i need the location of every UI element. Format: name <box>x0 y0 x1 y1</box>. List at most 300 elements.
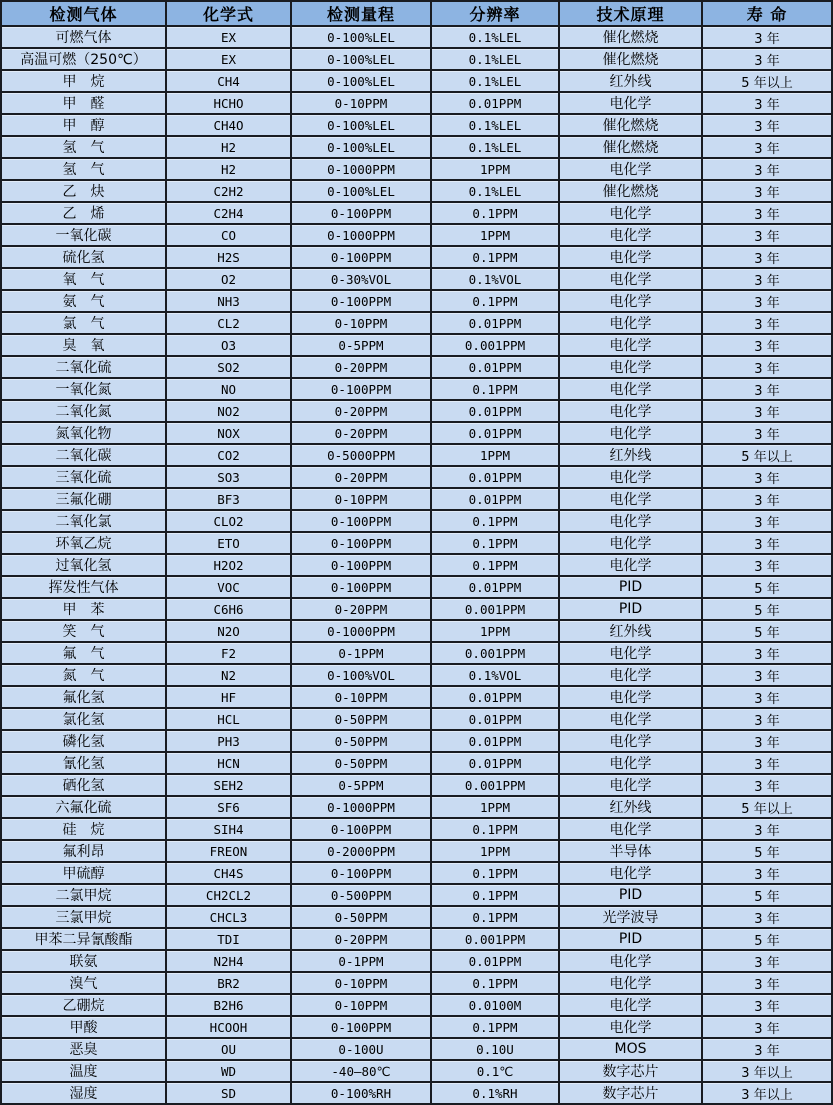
table-row <box>1 994 832 1016</box>
resolution-cell: 0.1%VOL <box>431 664 559 686</box>
lifespan-cell: 3 年 <box>702 510 832 532</box>
lifespan-cell: 5 年 <box>702 620 832 642</box>
lifespan-cell: 3 年 <box>702 290 832 312</box>
principle-cell: 电化学 <box>559 752 702 774</box>
resolution-cell: 0.1PPM <box>431 378 559 400</box>
lifespan-cell: 3 年 <box>702 752 832 774</box>
formula-cell: PH3 <box>166 730 291 752</box>
resolution-cell: 0.01PPM <box>431 92 559 114</box>
range-cell: 0-100PPM <box>291 290 431 312</box>
resolution-cell: 0.1PPM <box>431 532 559 554</box>
table-row <box>1 136 832 158</box>
resolution-cell: 0.1PPM <box>431 972 559 994</box>
lifespan-cell: 3 年 <box>702 1038 832 1060</box>
table-row <box>1 664 832 686</box>
resolution-cell: 0.1PPM <box>431 554 559 576</box>
gas-name-cell: 三氟化硼 <box>1 488 166 510</box>
lifespan-cell: 3 年 <box>702 774 832 796</box>
principle-cell: 电化学 <box>559 400 702 422</box>
formula-cell: N2H4 <box>166 950 291 972</box>
table-row <box>1 972 832 994</box>
header-row <box>1 1 832 26</box>
principle-cell: 电化学 <box>559 488 702 510</box>
range-cell: 0-5000PPM <box>291 444 431 466</box>
gas-name-cell: 甲 醛 <box>1 92 166 114</box>
formula-cell: B2H6 <box>166 994 291 1016</box>
resolution-cell: 1PPM <box>431 796 559 818</box>
range-cell: 0-100PPM <box>291 1016 431 1038</box>
range-cell: 0-100PPM <box>291 862 431 884</box>
principle-cell: 电化学 <box>559 158 702 180</box>
table-row <box>1 48 832 70</box>
table-row <box>1 686 832 708</box>
lifespan-cell: 3 年 <box>702 466 832 488</box>
gas-name-cell: 硅 烷 <box>1 818 166 840</box>
range-cell: 0-500PPM <box>291 884 431 906</box>
gas-name-cell: 挥发性气体 <box>1 576 166 598</box>
range-cell: 0-1000PPM <box>291 224 431 246</box>
formula-cell: N2O <box>166 620 291 642</box>
table-row <box>1 884 832 906</box>
principle-cell: 电化学 <box>559 246 702 268</box>
resolution-cell: 0.001PPM <box>431 928 559 950</box>
table-row <box>1 950 832 972</box>
gas-name-cell: 联氨 <box>1 950 166 972</box>
formula-cell: CL2 <box>166 312 291 334</box>
principle-cell: 电化学 <box>559 642 702 664</box>
range-cell: 0-1000PPM <box>291 796 431 818</box>
resolution-cell: 1PPM <box>431 444 559 466</box>
principle-cell: MOS <box>559 1038 702 1060</box>
range-cell: 0-50PPM <box>291 752 431 774</box>
table-row <box>1 422 832 444</box>
gas-name-cell: 乙 烯 <box>1 202 166 224</box>
principle-cell: 电化学 <box>559 224 702 246</box>
gas-name-cell: 甲 苯 <box>1 598 166 620</box>
lifespan-cell: 3 年 <box>702 334 832 356</box>
gas-name-cell: 恶臭 <box>1 1038 166 1060</box>
header-lifespan: 寿 命 <box>702 1 832 26</box>
gas-name-cell: 乙硼烷 <box>1 994 166 1016</box>
range-cell: 0-50PPM <box>291 730 431 752</box>
gas-name-cell: 环氧乙烷 <box>1 532 166 554</box>
gas-name-cell: 氨 气 <box>1 290 166 312</box>
gas-name-cell: 氢 气 <box>1 136 166 158</box>
formula-cell: SEH2 <box>166 774 291 796</box>
table-row <box>1 554 832 576</box>
formula-cell: CH4S <box>166 862 291 884</box>
principle-cell: 数字芯片 <box>559 1060 702 1082</box>
gas-name-cell: 氮氧化物 <box>1 422 166 444</box>
resolution-cell: 1PPM <box>431 158 559 180</box>
formula-cell: EX <box>166 26 291 48</box>
lifespan-cell: 3 年 <box>702 994 832 1016</box>
lifespan-cell: 3 年 <box>702 488 832 510</box>
range-cell: 0-100PPM <box>291 532 431 554</box>
table-row <box>1 840 832 862</box>
range-cell: 0-5PPM <box>291 334 431 356</box>
resolution-cell: 0.01PPM <box>431 400 559 422</box>
table-row <box>1 268 832 290</box>
lifespan-cell: 3 年 <box>702 686 832 708</box>
range-cell: 0-5PPM <box>291 774 431 796</box>
lifespan-cell: 3 年 <box>702 48 832 70</box>
resolution-cell: 0.01PPM <box>431 356 559 378</box>
formula-cell: C6H6 <box>166 598 291 620</box>
lifespan-cell: 3 年 <box>702 730 832 752</box>
table-row <box>1 92 832 114</box>
principle-cell: 电化学 <box>559 554 702 576</box>
resolution-cell: 0.1%LEL <box>431 48 559 70</box>
principle-cell: 催化燃烧 <box>559 48 702 70</box>
formula-cell: FREON <box>166 840 291 862</box>
gas-name-cell: 甲 烷 <box>1 70 166 92</box>
range-cell: 0-1000PPM <box>291 620 431 642</box>
table-row <box>1 400 832 422</box>
formula-cell: H2O2 <box>166 554 291 576</box>
gas-name-cell: 氰化氢 <box>1 752 166 774</box>
table-row <box>1 708 832 730</box>
gas-name-cell: 氯 气 <box>1 312 166 334</box>
table-row <box>1 620 832 642</box>
gas-name-cell: 磷化氢 <box>1 730 166 752</box>
formula-cell: EX <box>166 48 291 70</box>
lifespan-cell: 3 年 <box>702 158 832 180</box>
range-cell: 0-10PPM <box>291 312 431 334</box>
range-cell: 0-20PPM <box>291 422 431 444</box>
resolution-cell: 0.10U <box>431 1038 559 1060</box>
resolution-cell: 0.001PPM <box>431 334 559 356</box>
resolution-cell: 0.1%LEL <box>431 136 559 158</box>
range-cell: 0-20PPM <box>291 598 431 620</box>
lifespan-cell: 3 年 <box>702 906 832 928</box>
range-cell: 0-20PPM <box>291 356 431 378</box>
principle-cell: 催化燃烧 <box>559 114 702 136</box>
formula-cell: HCL <box>166 708 291 730</box>
principle-cell: PID <box>559 884 702 906</box>
lifespan-cell: 3 年 <box>702 268 832 290</box>
gas-name-cell: 氮 气 <box>1 664 166 686</box>
principle-cell: 电化学 <box>559 92 702 114</box>
resolution-cell: 0.1%LEL <box>431 180 559 202</box>
lifespan-cell: 3 年 <box>702 26 832 48</box>
range-cell: -40—80℃ <box>291 1060 431 1082</box>
lifespan-cell: 3 年 <box>702 92 832 114</box>
formula-cell: H2 <box>166 136 291 158</box>
resolution-cell: 1PPM <box>431 224 559 246</box>
resolution-cell: 0.1PPM <box>431 290 559 312</box>
principle-cell: PID <box>559 928 702 950</box>
formula-cell: OU <box>166 1038 291 1060</box>
formula-cell: SIH4 <box>166 818 291 840</box>
formula-cell: NH3 <box>166 290 291 312</box>
lifespan-cell: 5 年 <box>702 598 832 620</box>
table-row <box>1 202 832 224</box>
lifespan-cell: 3 年 <box>702 136 832 158</box>
principle-cell: 电化学 <box>559 312 702 334</box>
table-body <box>1 26 832 1104</box>
resolution-cell: 0.01PPM <box>431 466 559 488</box>
formula-cell: CHCL3 <box>166 906 291 928</box>
table-row <box>1 1016 832 1038</box>
table-row <box>1 906 832 928</box>
range-cell: 0-100%LEL <box>291 114 431 136</box>
resolution-cell: 0.1PPM <box>431 818 559 840</box>
gas-name-cell: 甲 醇 <box>1 114 166 136</box>
range-cell: 0-100%LEL <box>291 48 431 70</box>
resolution-cell: 0.01PPM <box>431 576 559 598</box>
formula-cell: VOC <box>166 576 291 598</box>
lifespan-cell: 3 年以上 <box>702 1082 832 1104</box>
resolution-cell: 0.1PPM <box>431 246 559 268</box>
gas-name-cell: 氧 气 <box>1 268 166 290</box>
principle-cell: 电化学 <box>559 664 702 686</box>
table-row <box>1 488 832 510</box>
lifespan-cell: 3 年 <box>702 400 832 422</box>
formula-cell: O3 <box>166 334 291 356</box>
formula-cell: H2 <box>166 158 291 180</box>
formula-cell: TDI <box>166 928 291 950</box>
range-cell: 0-100%LEL <box>291 180 431 202</box>
principle-cell: 电化学 <box>559 972 702 994</box>
range-cell: 0-100PPM <box>291 510 431 532</box>
table-row <box>1 576 832 598</box>
lifespan-cell: 3 年 <box>702 818 832 840</box>
lifespan-cell: 3 年 <box>702 862 832 884</box>
gas-name-cell: 甲硫醇 <box>1 862 166 884</box>
lifespan-cell: 3 年 <box>702 950 832 972</box>
resolution-cell: 0.1%LEL <box>431 70 559 92</box>
table-row <box>1 928 832 950</box>
gas-name-cell: 氢 气 <box>1 158 166 180</box>
gas-name-cell: 可燃气体 <box>1 26 166 48</box>
lifespan-cell: 3 年 <box>702 642 832 664</box>
formula-cell: HCN <box>166 752 291 774</box>
principle-cell: 电化学 <box>559 708 702 730</box>
formula-cell: CH4O <box>166 114 291 136</box>
formula-cell: SD <box>166 1082 291 1104</box>
lifespan-cell: 3 年 <box>702 114 832 136</box>
principle-cell: 半导体 <box>559 840 702 862</box>
formula-cell: C2H2 <box>166 180 291 202</box>
lifespan-cell: 5 年以上 <box>702 70 832 92</box>
resolution-cell: 0.01PPM <box>431 950 559 972</box>
gas-name-cell: 三氧化硫 <box>1 466 166 488</box>
principle-cell: 电化学 <box>559 950 702 972</box>
gas-name-cell: 溴气 <box>1 972 166 994</box>
table-row <box>1 730 832 752</box>
formula-cell: CH2CL2 <box>166 884 291 906</box>
gas-name-cell: 二氧化氯 <box>1 510 166 532</box>
lifespan-cell: 3 年 <box>702 532 832 554</box>
range-cell: 0-10PPM <box>291 994 431 1016</box>
gas-name-cell: 温度 <box>1 1060 166 1082</box>
formula-cell: O2 <box>166 268 291 290</box>
header-resolution: 分辨率 <box>431 1 559 26</box>
range-cell: 0-20PPM <box>291 400 431 422</box>
range-cell: 0-50PPM <box>291 708 431 730</box>
range-cell: 0-20PPM <box>291 466 431 488</box>
principle-cell: 电化学 <box>559 532 702 554</box>
lifespan-cell: 3 年 <box>702 224 832 246</box>
range-cell: 0-100PPM <box>291 818 431 840</box>
lifespan-cell: 5 年 <box>702 840 832 862</box>
table-row <box>1 246 832 268</box>
range-cell: 0-20PPM <box>291 928 431 950</box>
lifespan-cell: 3 年 <box>702 312 832 334</box>
gas-name-cell: 甲酸 <box>1 1016 166 1038</box>
range-cell: 0-100U <box>291 1038 431 1060</box>
principle-cell: 电化学 <box>559 510 702 532</box>
range-cell: 0-10PPM <box>291 972 431 994</box>
lifespan-cell: 5 年 <box>702 928 832 950</box>
table-row <box>1 818 832 840</box>
range-cell: 0-100PPM <box>291 554 431 576</box>
formula-cell: CO <box>166 224 291 246</box>
gas-name-cell: 二氯甲烷 <box>1 884 166 906</box>
formula-cell: HF <box>166 686 291 708</box>
resolution-cell: 0.1%VOL <box>431 268 559 290</box>
table-row <box>1 1060 832 1082</box>
lifespan-cell: 3 年 <box>702 202 832 224</box>
principle-cell: 光学波导 <box>559 906 702 928</box>
principle-cell: 电化学 <box>559 862 702 884</box>
header-gas-name: 检测气体 <box>1 1 166 26</box>
range-cell: 0-100PPM <box>291 246 431 268</box>
resolution-cell: 0.1%LEL <box>431 26 559 48</box>
resolution-cell: 0.01PPM <box>431 488 559 510</box>
lifespan-cell: 3 年 <box>702 708 832 730</box>
resolution-cell: 0.1℃ <box>431 1060 559 1082</box>
table-row <box>1 334 832 356</box>
range-cell: 0-10PPM <box>291 488 431 510</box>
resolution-cell: 0.1PPM <box>431 884 559 906</box>
table-row <box>1 70 832 92</box>
gas-name-cell: 六氟化硫 <box>1 796 166 818</box>
resolution-cell: 0.1PPM <box>431 862 559 884</box>
lifespan-cell: 5 年以上 <box>702 444 832 466</box>
gas-name-cell: 高温可燃（250℃） <box>1 48 166 70</box>
resolution-cell: 0.1PPM <box>431 1016 559 1038</box>
formula-cell: F2 <box>166 642 291 664</box>
table-row <box>1 862 832 884</box>
principle-cell: 电化学 <box>559 466 702 488</box>
lifespan-cell: 3 年 <box>702 1016 832 1038</box>
formula-cell: WD <box>166 1060 291 1082</box>
gas-name-cell: 一氧化氮 <box>1 378 166 400</box>
range-cell: 0-100%RH <box>291 1082 431 1104</box>
gas-name-cell: 二氧化碳 <box>1 444 166 466</box>
table-row <box>1 1038 832 1060</box>
resolution-cell: 0.01PPM <box>431 312 559 334</box>
range-cell: 0-30%VOL <box>291 268 431 290</box>
range-cell: 0-100PPM <box>291 202 431 224</box>
table-row <box>1 356 832 378</box>
principle-cell: 电化学 <box>559 378 702 400</box>
table-row <box>1 598 832 620</box>
table-row <box>1 114 832 136</box>
principle-cell: 红外线 <box>559 444 702 466</box>
gas-name-cell: 氟化氢 <box>1 686 166 708</box>
principle-cell: 电化学 <box>559 268 702 290</box>
gas-name-cell: 二氧化氮 <box>1 400 166 422</box>
formula-cell: HCHO <box>166 92 291 114</box>
principle-cell: 催化燃烧 <box>559 180 702 202</box>
principle-cell: PID <box>559 598 702 620</box>
table-row <box>1 26 832 48</box>
resolution-cell: 0.01PPM <box>431 422 559 444</box>
formula-cell: BF3 <box>166 488 291 510</box>
gas-name-cell: 甲苯二异氰酸酯 <box>1 928 166 950</box>
header-technology-principle: 技术原理 <box>559 1 702 26</box>
gas-name-cell: 二氧化硫 <box>1 356 166 378</box>
table-row <box>1 510 832 532</box>
resolution-cell: 0.01PPM <box>431 752 559 774</box>
principle-cell: 电化学 <box>559 686 702 708</box>
table-row <box>1 312 832 334</box>
formula-cell: NOX <box>166 422 291 444</box>
range-cell: 0-100%LEL <box>291 26 431 48</box>
table-row <box>1 158 832 180</box>
gas-name-cell: 臭 氧 <box>1 334 166 356</box>
formula-cell: N2 <box>166 664 291 686</box>
principle-cell: 红外线 <box>559 620 702 642</box>
formula-cell: ETO <box>166 532 291 554</box>
lifespan-cell: 3 年 <box>702 378 832 400</box>
resolution-cell: 0.001PPM <box>431 774 559 796</box>
gas-name-cell: 过氧化氢 <box>1 554 166 576</box>
table-row <box>1 224 832 246</box>
gas-name-cell: 氟 气 <box>1 642 166 664</box>
principle-cell: 电化学 <box>559 730 702 752</box>
principle-cell: 电化学 <box>559 774 702 796</box>
range-cell: 0-100PPM <box>291 576 431 598</box>
table-row <box>1 290 832 312</box>
formula-cell: BR2 <box>166 972 291 994</box>
formula-cell: HCOOH <box>166 1016 291 1038</box>
formula-cell: SO3 <box>166 466 291 488</box>
lifespan-cell: 3 年以上 <box>702 1060 832 1082</box>
resolution-cell: 0.1%LEL <box>431 114 559 136</box>
principle-cell: 催化燃烧 <box>559 136 702 158</box>
formula-cell: NO2 <box>166 400 291 422</box>
gas-name-cell: 一氧化碳 <box>1 224 166 246</box>
principle-cell: 数字芯片 <box>559 1082 702 1104</box>
formula-cell: NO <box>166 378 291 400</box>
gas-name-cell: 湿度 <box>1 1082 166 1104</box>
principle-cell: 电化学 <box>559 202 702 224</box>
lifespan-cell: 5 年 <box>702 576 832 598</box>
range-cell: 0-100%LEL <box>291 70 431 92</box>
resolution-cell: 0.01PPM <box>431 730 559 752</box>
principle-cell: 电化学 <box>559 334 702 356</box>
gas-name-cell: 笑 气 <box>1 620 166 642</box>
table-row <box>1 796 832 818</box>
formula-cell: SF6 <box>166 796 291 818</box>
principle-cell: 电化学 <box>559 994 702 1016</box>
lifespan-cell: 3 年 <box>702 246 832 268</box>
table-row <box>1 466 832 488</box>
table-row <box>1 532 832 554</box>
table-row <box>1 642 832 664</box>
resolution-cell: 0.1%RH <box>431 1082 559 1104</box>
range-cell: 0-50PPM <box>291 906 431 928</box>
table-row <box>1 774 832 796</box>
gas-name-cell: 乙 炔 <box>1 180 166 202</box>
gas-name-cell: 氯化氢 <box>1 708 166 730</box>
lifespan-cell: 3 年 <box>702 972 832 994</box>
range-cell: 0-100PPM <box>291 378 431 400</box>
